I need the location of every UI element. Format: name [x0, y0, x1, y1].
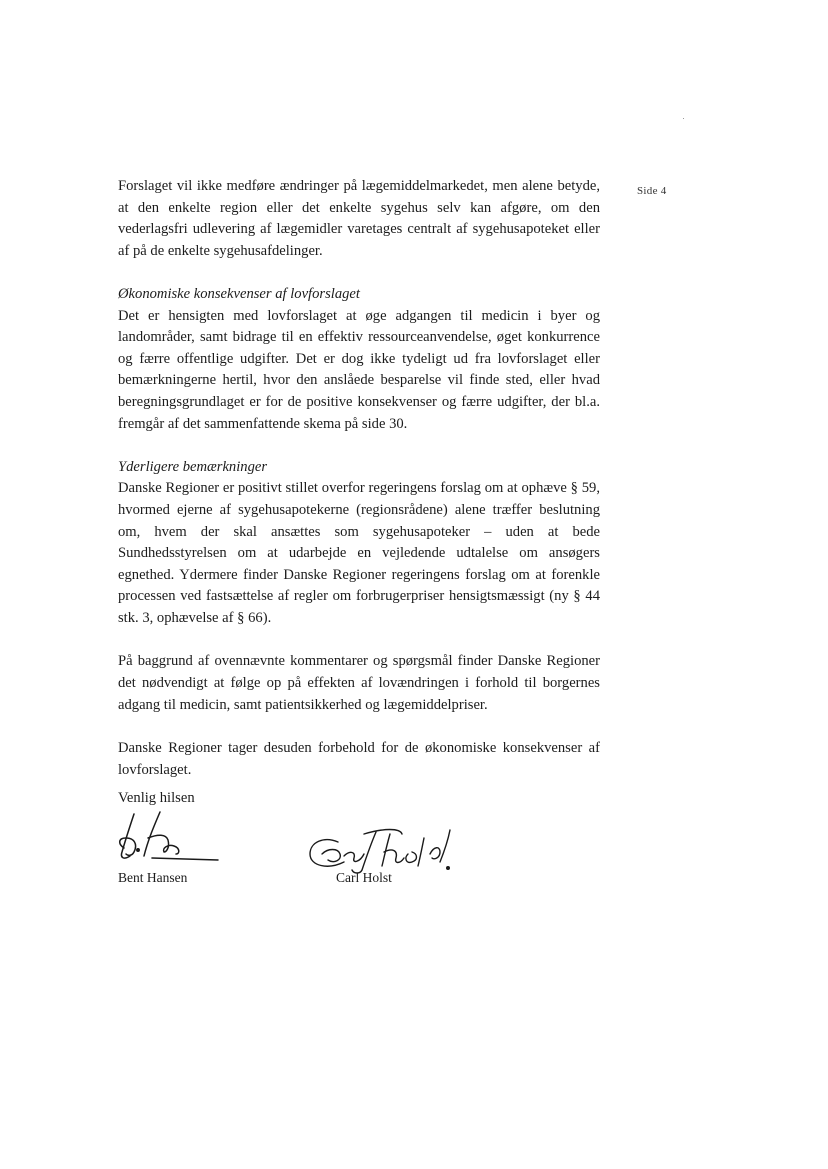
section-body-economic: Det er hensigten med lovforslaget at øge adgangen til medicin i byer og landområder, samt bidrage til en effektiv ressourceanvendelse, øget konkurrence og færre offentlige udgifter. Det er dog ikke tydeligt ud fra lovforslaget eller bemærkningerne hertil, hvor den anslåede besparelse vil finde sted, eller hvad beregningsgrundlaget er for de positive konsekvenser og færre udgifter, der bl.a. fremgår af det sammenfattende skema på side 30. [118, 307, 600, 432]
reservation-paragraph: Danske Regioner tager desuden forbehold for de økonomiske konsekvenser af lovforslaget. [118, 740, 600, 778]
section-heading-additional: Yderligere bemærkninger [118, 458, 268, 475]
signer-name-carl-holst: Carl Holst [336, 870, 392, 885]
signature-block [118, 790, 538, 900]
conclusion-paragraph: På baggrund af ovennævnte kommentarer og spørgsmål finder Danske Regioner det nødvendigt at følge op på effekten af lovændringen i forhold til borgernes adgang til medicin, samt patientsikkerhed og lægemiddelpriser. [118, 653, 600, 713]
intro-paragraph: Forslaget vil ikke medføre ændringer på lægemiddelmarkedet, men alene betyde, at den enkelte region eller det enkelte sygehus selv kan afgøre, om den vederlagsfri udlevering af lægemidler varetages centralt af sygehusapoteket eller af på de enkelte sygehusafdelinger. [118, 178, 600, 259]
section-heading-economic: Økonomiske konsekvenser af lovforslaget [118, 285, 360, 302]
letter-body [118, 176, 600, 781]
closing-salutation: Venlig hilsen [118, 790, 195, 806]
signer-name-bent-hansen: Bent Hansen [118, 870, 188, 885]
signature-bent-hansen [114, 808, 224, 868]
page-number: Side 4 [637, 185, 667, 197]
scan-speck [683, 118, 684, 119]
section-body-additional: Danske Regioner er positivt stillet overfor regeringens forslag om at ophæve § 59, hvormed ejerne af sygehusapotekerne (regionsrådene) alene træffer beslutning om, hvem der skal ansættes som sygehusapoteker – uden at bede Sundhedsstyrelsen om at udarbejde en vejledende udtalelse om ansøgers egnethed. Ydermere finder Danske Regioner regeringens forslag om at forenkle processen ved fastsættelse af regler om forbrugerpriser hensigtsmæssigt (ny § 44 stk. 3, ophævelse af § 66). [118, 480, 600, 626]
